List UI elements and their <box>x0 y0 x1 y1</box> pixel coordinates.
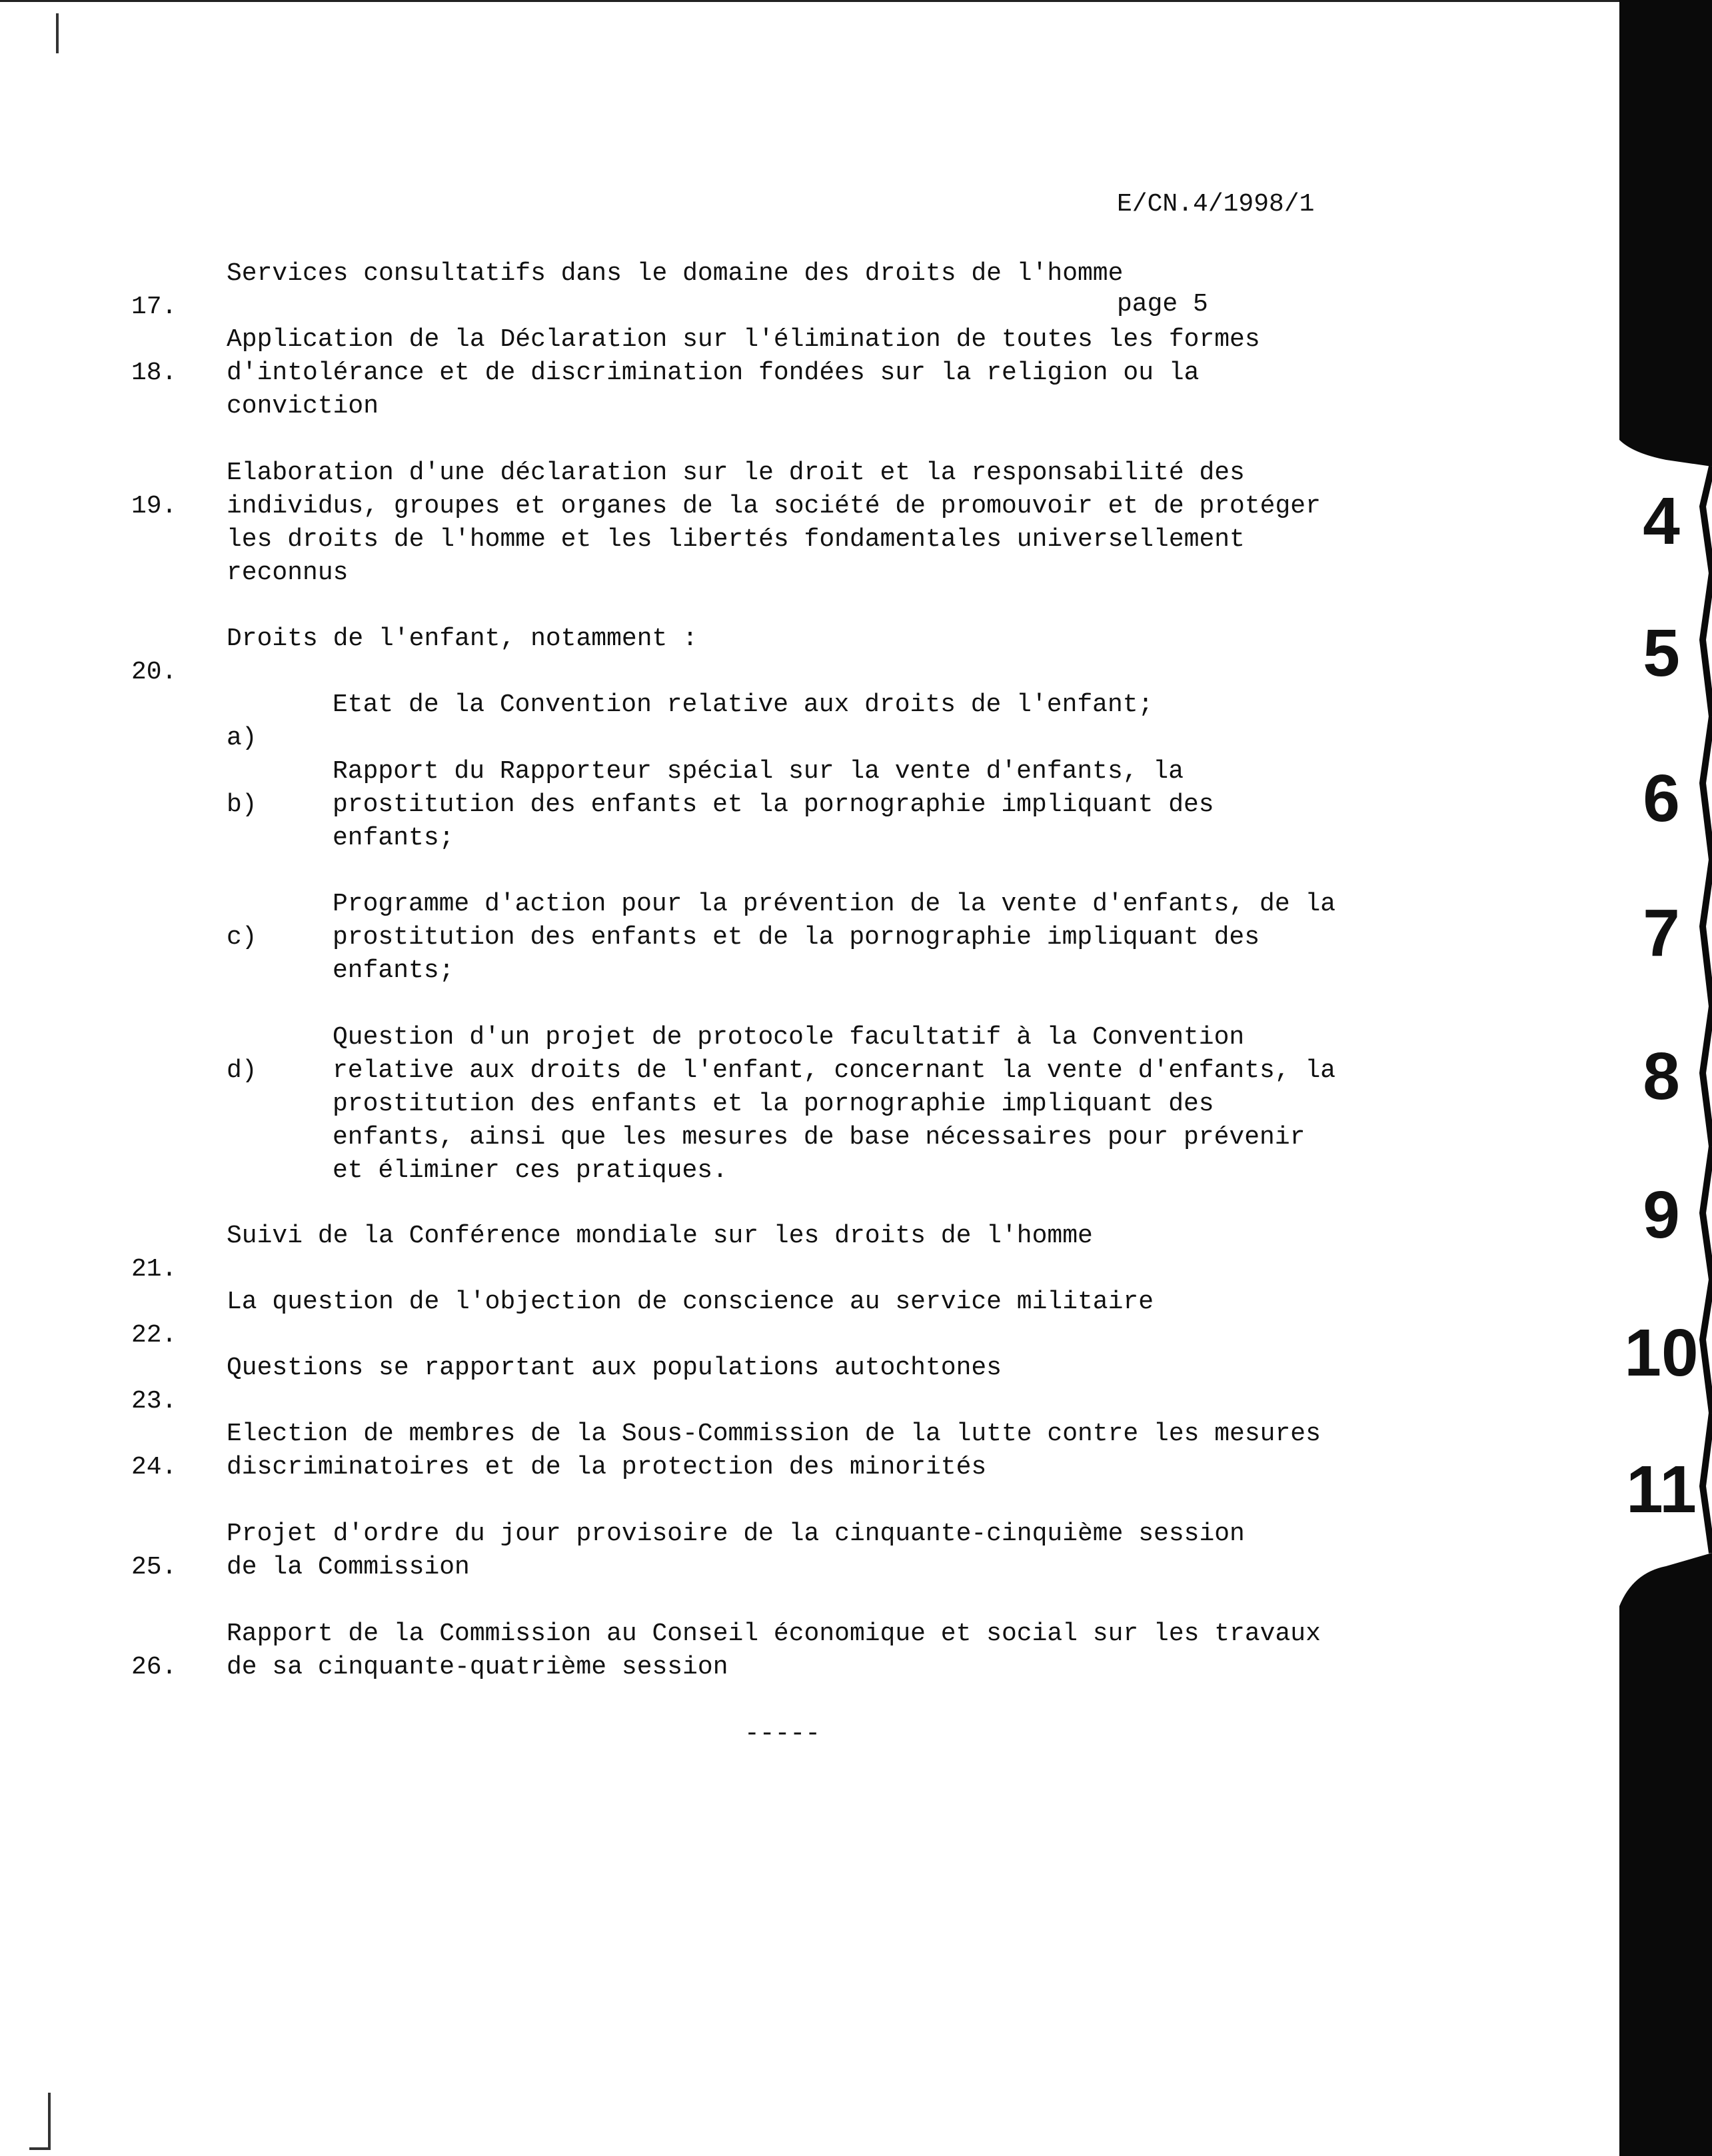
item-text-line: individus, groupes et organes de la société de promouvoir et de protéger <box>227 492 1321 521</box>
item-text-line: Suivi de la Conférence mondiale sur les droits de l'homme <box>227 1222 1093 1250</box>
tab-strip-top-black <box>1619 0 1712 467</box>
item-text-line: Election de membres de la Sous-Commission de la lutte contre les mesures <box>227 1420 1321 1448</box>
page-number: page 5 <box>1117 290 1208 319</box>
item-text-line: Droits de l'enfant, notamment : <box>227 624 698 653</box>
item-text-line: discriminatoires et de la protection des minorités <box>227 1453 987 1482</box>
scan-mark-top-left <box>56 13 59 53</box>
sub-item-text-line: enfants; <box>333 956 454 985</box>
item-number: 19. <box>131 492 177 521</box>
item-text-line: de sa cinquante-quatrième session <box>227 1653 728 1681</box>
sub-item-text-line: et éliminer ces pratiques. <box>333 1156 728 1185</box>
sub-item-text-line: Question d'un projet de protocole facultatif à la Convention <box>333 1023 1245 1052</box>
end-of-document-mark: ----- <box>744 1719 821 1748</box>
sub-item-letter: d) <box>227 1056 257 1085</box>
scan-mark-bottom-left-foot <box>29 2147 51 2150</box>
sub-item-letter: a) <box>227 724 257 752</box>
item-text-line: d'intolérance et de discrimination fondées sur la religion ou la <box>227 359 1200 387</box>
index-tab-6: 6 <box>1643 761 1680 836</box>
item-number: 20. <box>131 658 177 686</box>
item-text-line: les droits de l'homme et les libertés fondamentales universellement <box>227 525 1245 554</box>
sub-item-text-line: Rapport du Rapporteur spécial sur la vente d'enfants, la <box>333 757 1184 786</box>
document-symbol: E/CN.4/1998/1 <box>1117 190 1315 219</box>
sub-item-letter: c) <box>227 923 257 952</box>
item-number: 23. <box>131 1387 177 1416</box>
sub-item-text-line: prostitution des enfants et la pornographie impliquant des <box>333 790 1214 819</box>
index-tab-9: 9 <box>1643 1178 1680 1252</box>
item-text-line: Application de la Déclaration sur l'élimination de toutes les formes <box>227 325 1260 354</box>
tab-strip-bottom-black <box>1619 1553 1712 2156</box>
item-number: 17. <box>131 293 177 321</box>
agenda-item-26 <box>0 1617 1321 1784</box>
sub-item-text-line: prostitution des enfants et de la pornographie impliquant des <box>333 923 1260 952</box>
item-text-line: de la Commission <box>227 1553 470 1582</box>
item-number: 24. <box>131 1453 177 1482</box>
index-tab-11: 11 <box>1626 1452 1697 1527</box>
index-tab-4: 4 <box>1643 484 1680 558</box>
sub-item-text-line: Programme d'action pour la prévention de la vente d'enfants, de la <box>333 890 1336 918</box>
item-text-line: reconnus <box>227 558 349 587</box>
scan-mark-bottom-left <box>48 2093 51 2149</box>
item-text-line: conviction <box>227 392 379 421</box>
sub-item-letter: b) <box>227 790 257 819</box>
item-text-line: Rapport de la Commission au Conseil économique et social sur les travaux <box>227 1619 1321 1648</box>
sub-item-text-line: enfants; <box>333 824 454 852</box>
sub-item-text-line: prostitution des enfants et la pornographie impliquant des <box>333 1090 1214 1118</box>
sub-item-text-line: relative aux droits de l'enfant, concernant la vente d'enfants, la <box>333 1056 1336 1085</box>
scan-edge-top <box>0 0 1626 2</box>
sub-item-text-line: Etat de la Convention relative aux droits de l'enfant; <box>333 690 1154 719</box>
item-number: 25. <box>131 1553 177 1582</box>
sub-item-text-line: enfants, ainsi que les mesures de base nécessaires pour prévenir <box>333 1123 1305 1152</box>
index-tab-8: 8 <box>1643 1039 1680 1114</box>
item-text-line: Elaboration d'une déclaration sur le droit et la responsabilité des <box>227 459 1245 487</box>
item-text-line: La question de l'objection de conscience au service militaire <box>227 1288 1154 1316</box>
index-tab-7: 7 <box>1643 896 1680 970</box>
item-text-line: Questions se rapportant aux populations autochtones <box>227 1354 1002 1382</box>
item-number: 21. <box>131 1255 177 1284</box>
index-tab-5: 5 <box>1643 616 1680 690</box>
item-number: 26. <box>131 1653 177 1681</box>
item-text-line: Services consultatifs dans le domaine des droits de l'homme <box>227 259 1124 288</box>
item-number: 18. <box>131 359 177 387</box>
item-number: 22. <box>131 1321 177 1350</box>
index-tab-10: 10 <box>1624 1316 1699 1390</box>
item-text-line: Projet d'ordre du jour provisoire de la cinquante-cinquième session <box>227 1520 1245 1548</box>
